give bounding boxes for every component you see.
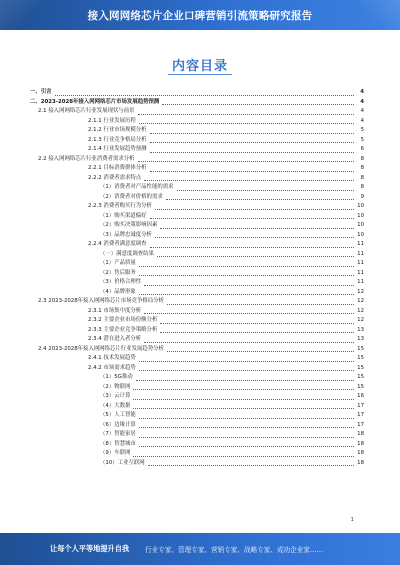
toc-entry-text: （4）品牌形象 [100, 288, 136, 295]
toc-leader [155, 208, 354, 210]
toc-entry-page: 15 [357, 374, 364, 380]
toc-entry[interactable] [30, 164, 364, 174]
toc-leader [133, 407, 354, 409]
toc-entry-page: 12 [357, 317, 364, 323]
toc-entry-page: 8 [360, 165, 364, 171]
toc-entry[interactable] [30, 411, 364, 421]
toc-entry-page: 12 [357, 307, 364, 314]
toc-entry-text: 2.2.1 目标消费群体分析 [88, 165, 147, 171]
toc-entry-text: （一）满意度调查结果 [100, 250, 154, 257]
toc-entry-page: 10 [357, 222, 364, 228]
toc-entry[interactable] [30, 88, 364, 98]
toc-entry-text: 2.3.3 主要企业竞争策略分析 [88, 326, 158, 333]
toc-leader [139, 436, 354, 438]
toc-title-underline [168, 74, 232, 75]
toc-entry-text: （3）品牌忠诚度分析 [100, 231, 152, 238]
toc-leader [133, 388, 354, 390]
toc-leader [150, 132, 354, 134]
toc-entry-page: 12 [357, 288, 364, 295]
toc-entry-text: （2）购买决策影响因素 [100, 222, 158, 228]
toc-leader [139, 360, 354, 362]
toc-entry-text: （3）价格合理性 [100, 279, 142, 285]
toc-title: 内容目录 [171, 59, 228, 74]
toc-leader [150, 141, 354, 143]
toc-entry[interactable] [30, 126, 364, 136]
toc-entry-text: 一、引言 [30, 89, 52, 95]
toc-entry-page: 4 [360, 98, 364, 105]
toc-entry[interactable] [30, 335, 364, 345]
toc-entry-page: 13 [357, 336, 364, 342]
toc-entry[interactable] [30, 193, 364, 203]
toc-entry-page: 5 [360, 127, 364, 133]
toc-entry-text: 2.4 2023-2028年接入网网络芯片行业发展趋势分析 [38, 345, 164, 352]
toc-entry[interactable] [30, 250, 364, 260]
toc-entry[interactable] [30, 449, 364, 459]
toc-leader [160, 227, 354, 229]
toc-entry[interactable] [30, 345, 364, 355]
toc-entry[interactable] [30, 440, 364, 450]
toc-entry-page: 4 [360, 89, 364, 95]
toc-entry[interactable] [30, 221, 364, 231]
toc-entry[interactable] [30, 430, 364, 440]
toc-entry-text: 2.1.2 行业市场规模分析 [88, 127, 147, 133]
toc-leader [139, 369, 354, 371]
toc-entry[interactable] [30, 402, 364, 412]
toc-entry-page: 8 [360, 155, 364, 162]
toc-leader [133, 455, 354, 457]
toc-entry[interactable] [30, 288, 364, 298]
toc-entry-page: 8 [360, 184, 364, 190]
toc-leader [150, 170, 354, 172]
toc-leader [150, 217, 354, 219]
toc-leader [167, 303, 354, 305]
toc-entry[interactable] [30, 364, 364, 374]
toc-entry-text: （10）工业互联网 [100, 459, 145, 466]
toc-entry-page: 13 [357, 326, 364, 333]
toc-leader [144, 341, 354, 343]
toc-entry-text: （7）智能家居 [100, 431, 136, 437]
toc-entry[interactable] [30, 259, 364, 269]
toc-entry-page: 18 [357, 450, 364, 456]
toc-entry-text: 2.4.2 市场需求趋势 [88, 364, 136, 371]
toc-leader [160, 331, 354, 333]
toc-entry[interactable] [30, 98, 364, 108]
toc-entry[interactable] [30, 326, 364, 336]
toc-entry[interactable] [30, 354, 364, 364]
toc-entry[interactable] [30, 174, 364, 184]
toc-leader [144, 179, 354, 181]
toc-entry-text: 2.2.4 消费者满意度调查 [88, 241, 147, 247]
toc-entry-page: 4 [360, 108, 364, 114]
toc-leader [157, 255, 354, 257]
toc-leader [139, 274, 354, 276]
toc-entry[interactable] [30, 392, 364, 402]
toc-entry-text: （2）物联网 [100, 383, 131, 390]
toc-entry-text: （1）5G推动 [100, 374, 133, 380]
toc-entry-page: 10 [357, 231, 364, 238]
toc-entry-page: 11 [357, 250, 364, 257]
toc-entry[interactable] [30, 316, 364, 326]
toc-entry-page: 15 [357, 364, 364, 371]
toc-leader [150, 151, 354, 153]
toc-leader [55, 94, 354, 96]
toc-entry[interactable] [30, 202, 364, 212]
toc-leader [144, 312, 354, 314]
toc-entry[interactable] [30, 107, 364, 117]
toc-entry-page: 17 [357, 421, 364, 428]
toc-entry-text: 二、2023-2028年接入网网络芯片市场发展趋势预测 [30, 98, 160, 105]
toc-entry-text: 2.3.2 主要企业市场份额分析 [88, 317, 158, 323]
toc-leader [167, 350, 354, 352]
toc-entry-text: （1）消费者对产品性能的需求 [100, 184, 174, 190]
toc-entry-text: 2.3.4 潜在进入者分析 [88, 336, 142, 342]
toc-entry-text: 2.3 2023-2028年接入网网络芯片市场竞争格局分析 [38, 298, 164, 304]
toc-leader [166, 198, 354, 200]
toc-entry-page: 18 [357, 431, 364, 437]
toc-leader [139, 293, 354, 295]
table-of-contents [30, 88, 364, 468]
toc-entry[interactable] [30, 278, 364, 288]
toc-entry-text: 2.3.1 市场集中度分析 [88, 307, 142, 314]
header-bar [0, 0, 400, 30]
toc-entry-text: （1）产品质量 [100, 260, 136, 266]
toc-entry-text: （5）人工智能 [100, 412, 136, 418]
toc-entry-text: （2）售后服务 [100, 269, 136, 276]
toc-entry[interactable] [30, 155, 364, 165]
toc-entry-text: 2.2.3 消费者购买行为分析 [88, 203, 152, 209]
toc-entry-page: 10 [357, 203, 364, 209]
toc-entry-page: 15 [357, 355, 364, 361]
toc-entry-text: （9）车联网 [100, 450, 131, 456]
toc-entry-text: （6）边缘计算 [100, 421, 136, 428]
footer-tags: 行业专家、管理专家、营销专家、战略专家、成功企业家…… [145, 546, 324, 554]
toc-entry[interactable] [30, 307, 364, 317]
toc-leader [160, 322, 354, 324]
toc-entry[interactable] [30, 269, 364, 279]
toc-entry-text: （3）云计算 [100, 393, 131, 399]
toc-entry-text: （8）智慧城市 [100, 440, 136, 447]
toc-entry-page: 11 [357, 279, 364, 285]
toc-entry-page: 18 [357, 459, 364, 466]
toc-entry-page: 11 [357, 269, 364, 276]
toc-leader [144, 284, 354, 286]
header-decoration [360, 0, 400, 30]
toc-entry-page: 5 [360, 136, 364, 143]
footer-bar [0, 533, 400, 565]
toc-entry[interactable] [30, 297, 364, 307]
toc-entry[interactable] [30, 373, 364, 383]
toc-leader [139, 426, 354, 428]
report-title: 接入网网络芯片企业口碑营销引流策略研究报告 [87, 9, 313, 22]
toc-entry[interactable] [30, 459, 364, 469]
toc-entry-page: 18 [357, 440, 364, 447]
toc-entry-text: 2.1.4 行业发展趋势预测 [88, 146, 147, 152]
toc-leader [177, 189, 354, 191]
toc-entry[interactable] [30, 421, 364, 431]
toc-entry-text: 2.1.1 行业发展历程 [88, 117, 136, 124]
toc-entry-page: 6 [360, 146, 364, 152]
toc-entry-page: 17 [357, 412, 364, 418]
toc-leader [148, 464, 354, 466]
footer-slogan: 让每个人平等地提升自我 [50, 544, 130, 553]
toc-entry-text: 2.2.2 消费者需求特点 [88, 174, 142, 181]
toc-entry-page: 15 [357, 345, 364, 352]
toc-entry-text: 2.4.1 技术发展趋势 [88, 355, 136, 361]
toc-leader [155, 236, 354, 238]
toc-entry-text: （4）大数据 [100, 402, 131, 409]
toc-entry[interactable] [30, 183, 364, 193]
toc-entry[interactable] [30, 136, 364, 146]
toc-leader [138, 160, 354, 162]
toc-entry[interactable] [30, 383, 364, 393]
toc-entry-page: 12 [357, 298, 364, 304]
toc-leader [162, 103, 354, 105]
page-number: 1 [350, 517, 354, 523]
toc-leader [138, 113, 354, 115]
toc-leader [139, 265, 354, 267]
toc-leader [150, 246, 354, 248]
toc-leader [136, 379, 354, 381]
toc-entry-page: 16 [357, 393, 364, 399]
toc-entry[interactable] [30, 231, 364, 241]
toc-leader [139, 122, 354, 124]
toc-entry-text: （2）消费者对价格的需求 [100, 193, 163, 200]
toc-entry[interactable] [30, 212, 364, 222]
toc-leader [139, 417, 354, 419]
toc-entry-text: 2.2 接入网网络芯片行业消费者需求分析 [38, 155, 135, 162]
toc-entry[interactable] [30, 145, 364, 155]
toc-entry-page: 15 [357, 383, 364, 390]
toc-entry[interactable] [30, 117, 364, 127]
toc-leader [133, 398, 354, 400]
toc-entry-page: 4 [360, 117, 364, 124]
toc-entry-text: 2.1.3 行业竞争格局分析 [88, 136, 147, 143]
toc-entry[interactable] [30, 240, 364, 250]
toc-entry-page: 10 [357, 212, 364, 219]
header-decoration [0, 0, 40, 30]
toc-entry-page: 11 [357, 260, 364, 266]
toc-entry-text: 2.1 接入网网络芯片行业发展现状与前景 [38, 108, 135, 114]
toc-entry-text: （1）购买渠道偏好 [100, 212, 147, 219]
toc-entry-page: 17 [357, 402, 364, 409]
toc-leader [139, 445, 354, 447]
toc-entry-page: 9 [360, 193, 364, 200]
toc-entry-page: 11 [357, 241, 364, 247]
toc-entry-page: 8 [360, 174, 364, 181]
